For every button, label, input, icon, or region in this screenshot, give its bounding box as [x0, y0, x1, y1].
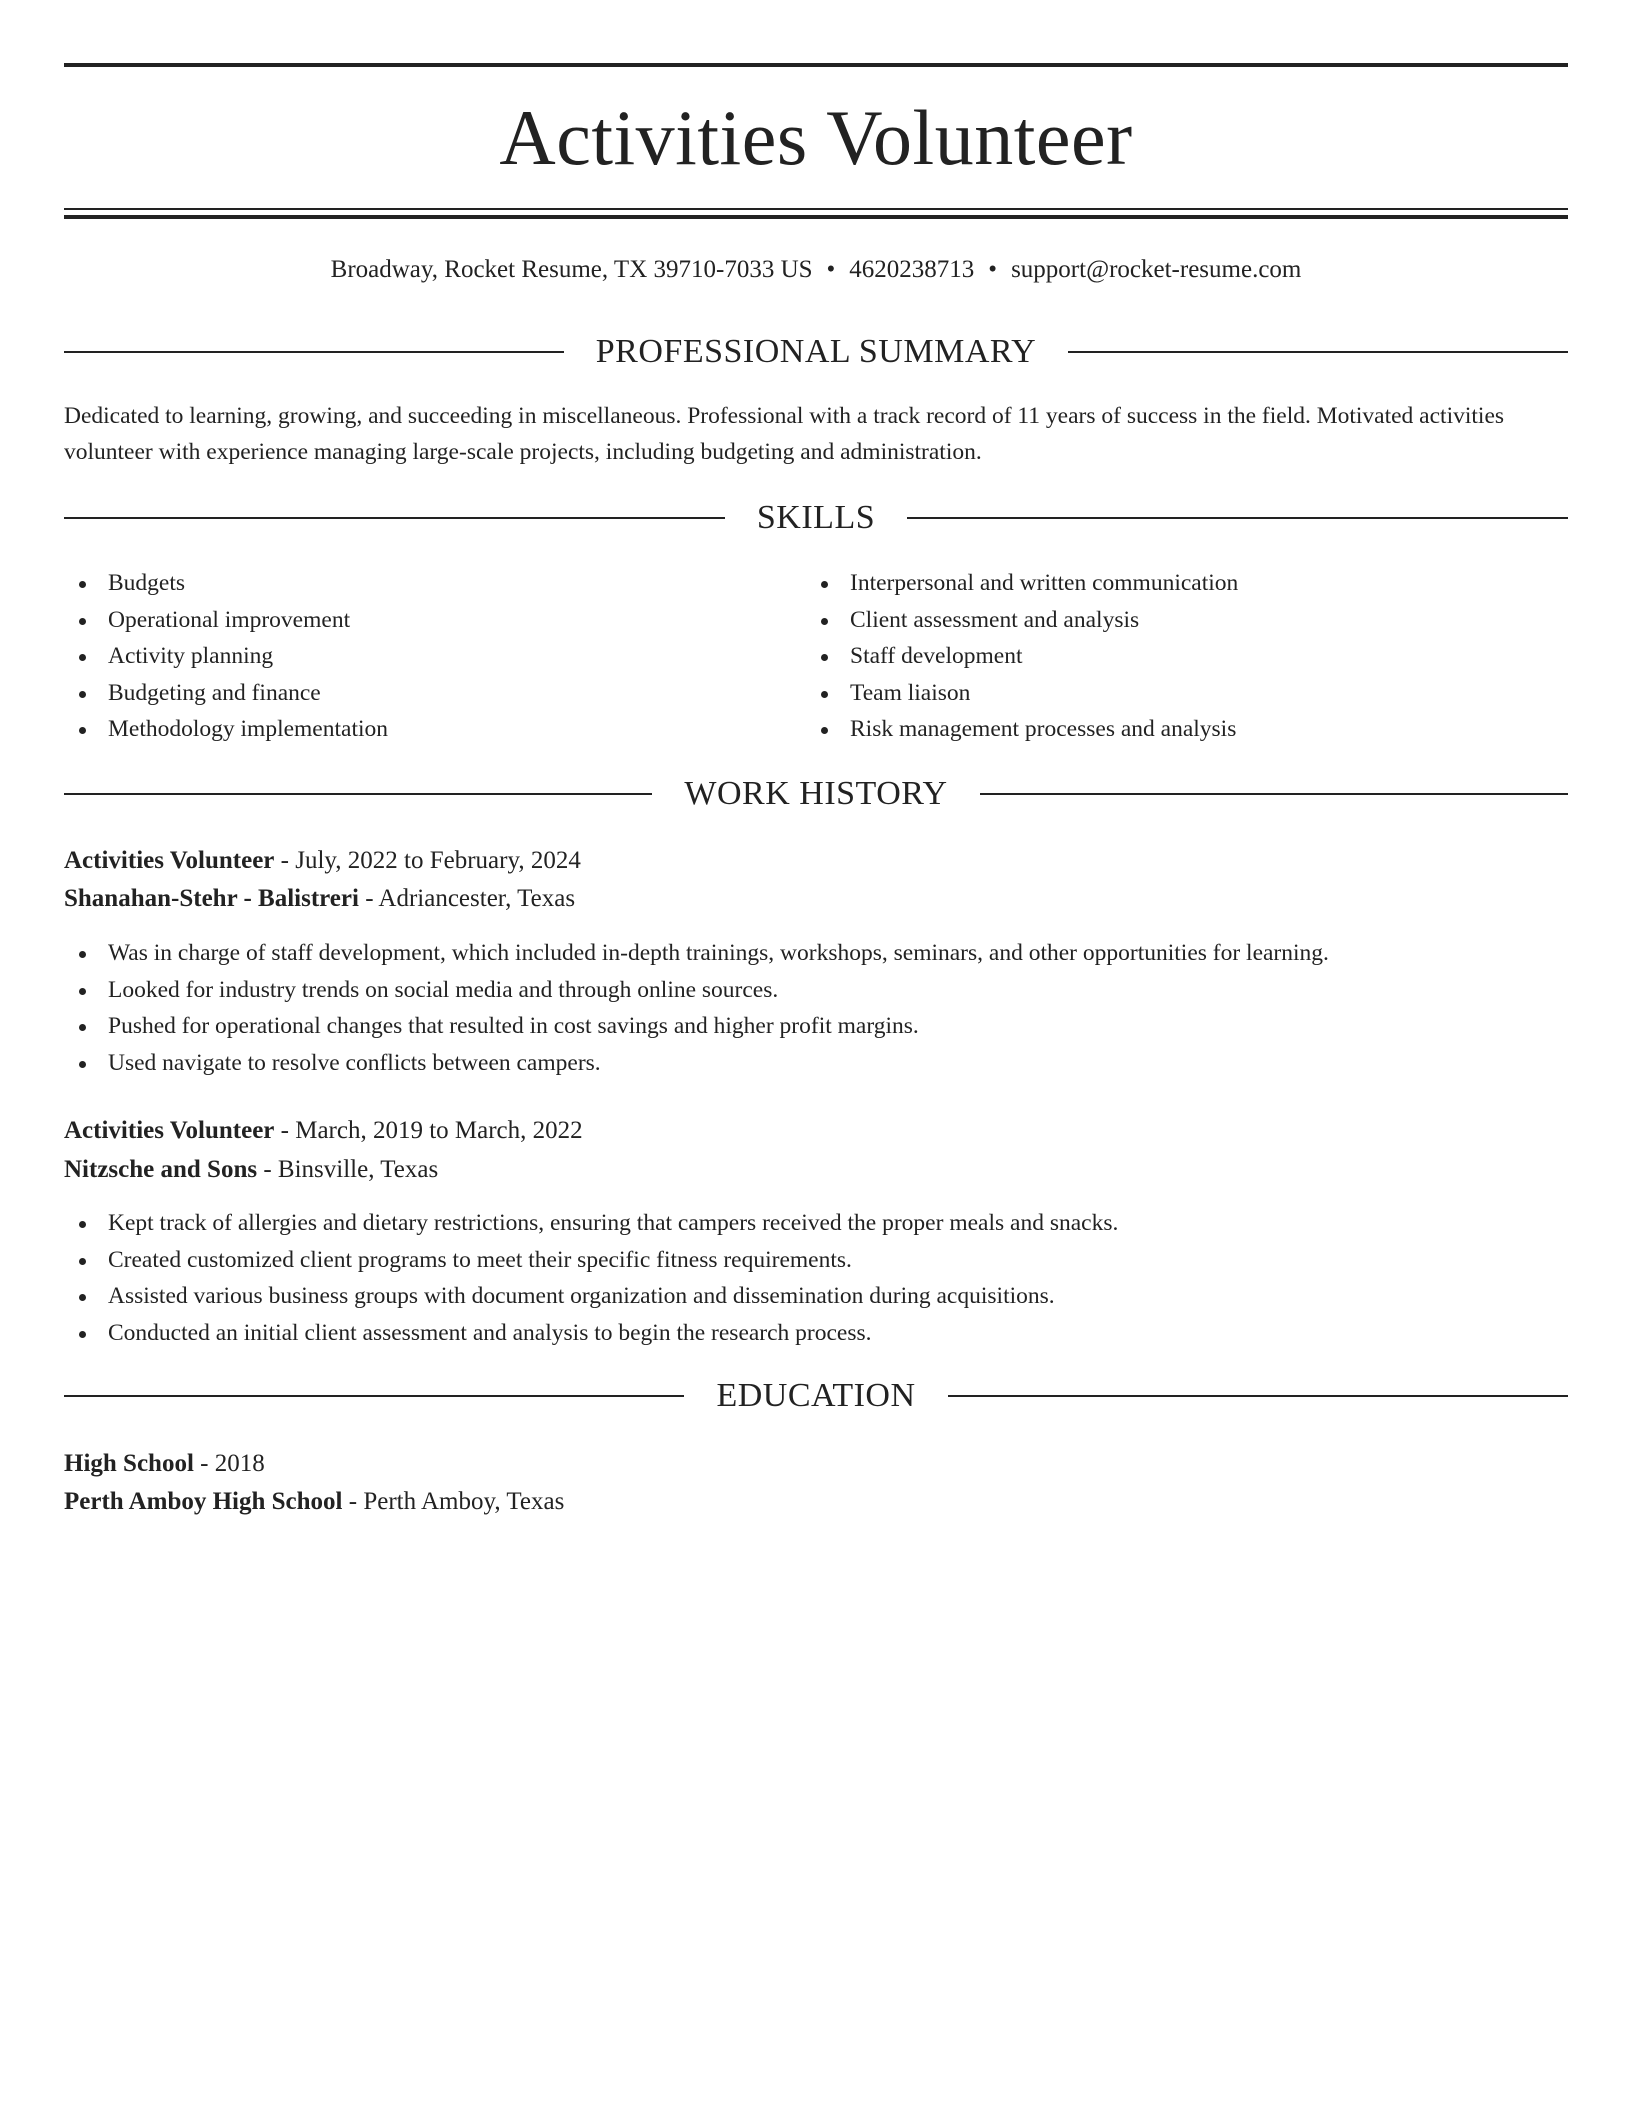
- skill-item: Methodology implementation: [64, 711, 804, 748]
- job-company-line: [64, 880, 1568, 918]
- section-rule-right: [980, 793, 1568, 795]
- section-rule-right: [1068, 351, 1568, 353]
- contact-separator: •: [826, 256, 836, 283]
- contact-phone: 4620238713: [849, 256, 975, 283]
- skill-item: Staff development: [806, 638, 1566, 675]
- section-header-summary: [64, 327, 1568, 377]
- job-bullet: Used navigate to resolve conflicts between campers.: [64, 1045, 1568, 1082]
- job-bullet: Kept track of allergies and dietary restrictions, ensuring that campers received the proper meals and snacks.: [64, 1205, 1568, 1242]
- skills-column-right: [806, 565, 1566, 748]
- job-bullet-list: [64, 1205, 1568, 1351]
- job-location: - Adriancester, Texas: [358, 885, 576, 912]
- job-bullet: Created customized client programs to meet their specific fitness requirements.: [64, 1242, 1568, 1279]
- section-rule-left: [64, 351, 564, 353]
- skill-item: Team liaison: [806, 675, 1566, 712]
- section-rule-left: [64, 1395, 684, 1397]
- section-title-skills: SKILLS: [756, 499, 876, 536]
- skill-item: Interpersonal and written communication: [806, 565, 1566, 602]
- job-bullet: Conducted an initial client assessment and analysis to begin the research process.: [64, 1315, 1568, 1352]
- education-degree-line: [64, 1445, 1568, 1483]
- job-company-line: [64, 1151, 1568, 1189]
- job-location: - Binsville, Texas: [257, 1156, 439, 1183]
- section-rule-left: [64, 517, 725, 519]
- header-top-rule: [64, 63, 1568, 67]
- job-dates: - March, 2019 to March, 2022: [274, 1117, 583, 1144]
- job-title-line: [64, 842, 1568, 880]
- section-rule-right: [907, 517, 1568, 519]
- resume-title: Activities Volunteer: [499, 94, 1133, 181]
- job-bullet: Assisted various business groups with document organization and dissemination during acquisitions.: [64, 1278, 1568, 1315]
- education-location: - Perth Amboy, Texas: [342, 1488, 565, 1515]
- education-year: - 2018: [193, 1450, 265, 1477]
- skill-item: Risk management processes and analysis: [806, 711, 1566, 748]
- contact-address: Broadway, Rocket Resume, TX 39710-7033 US: [330, 256, 813, 283]
- section-title-work: WORK HISTORY: [684, 775, 948, 812]
- skill-item: Client assessment and analysis: [806, 602, 1566, 639]
- section-rule-left: [64, 793, 652, 795]
- section-title-summary: PROFESSIONAL SUMMARY: [595, 333, 1037, 370]
- summary-text: Dedicated to learning, growing, and succeeding in miscellaneous. Professional with a track record of 11 years of success in the field. Motivated activities volunteer with experience managing large-scale projects, including budgeting and administration.: [64, 403, 1505, 465]
- job-company: Shanahan-Stehr - Balistreri: [64, 885, 359, 912]
- education-school-line: [64, 1483, 1568, 1521]
- contact-separator: •: [988, 256, 998, 283]
- job-bullet: Pushed for operational changes that resulted in cost savings and higher profit margins.: [64, 1008, 1568, 1045]
- section-rule-right: [948, 1395, 1568, 1397]
- header-rule-thin: [64, 208, 1568, 210]
- header-rule-thick: [64, 215, 1568, 219]
- section-title-education: EDUCATION: [716, 1377, 916, 1414]
- job-title: Activities Volunteer: [64, 1117, 275, 1144]
- section-header-education: [64, 1371, 1568, 1421]
- job-bullet: Was in charge of staff development, which included in-depth trainings, workshops, seminars, and other opportunities for learning.: [64, 935, 1568, 972]
- contact-email: support@rocket-resume.com: [1011, 256, 1302, 283]
- skill-item: Activity planning: [64, 638, 804, 675]
- section-header-work: [64, 769, 1568, 819]
- job-company: Nitzsche and Sons: [64, 1156, 258, 1183]
- education-degree: High School: [64, 1450, 194, 1477]
- section-header-skills: [64, 493, 1568, 543]
- skill-item: Budgets: [64, 565, 804, 602]
- skills-column-left: [64, 565, 804, 748]
- job-title: Activities Volunteer: [64, 847, 275, 874]
- job-dates: - July, 2022 to February, 2024: [274, 847, 581, 874]
- skill-item: Operational improvement: [64, 602, 804, 639]
- job-bullet-list: [64, 935, 1568, 1081]
- contact-line: [64, 252, 1568, 288]
- skill-item: Budgeting and finance: [64, 675, 804, 712]
- job-bullet: Looked for industry trends on social media and through online sources.: [64, 972, 1568, 1009]
- education-school: Perth Amboy High School: [64, 1488, 343, 1515]
- job-title-line: [64, 1112, 1568, 1150]
